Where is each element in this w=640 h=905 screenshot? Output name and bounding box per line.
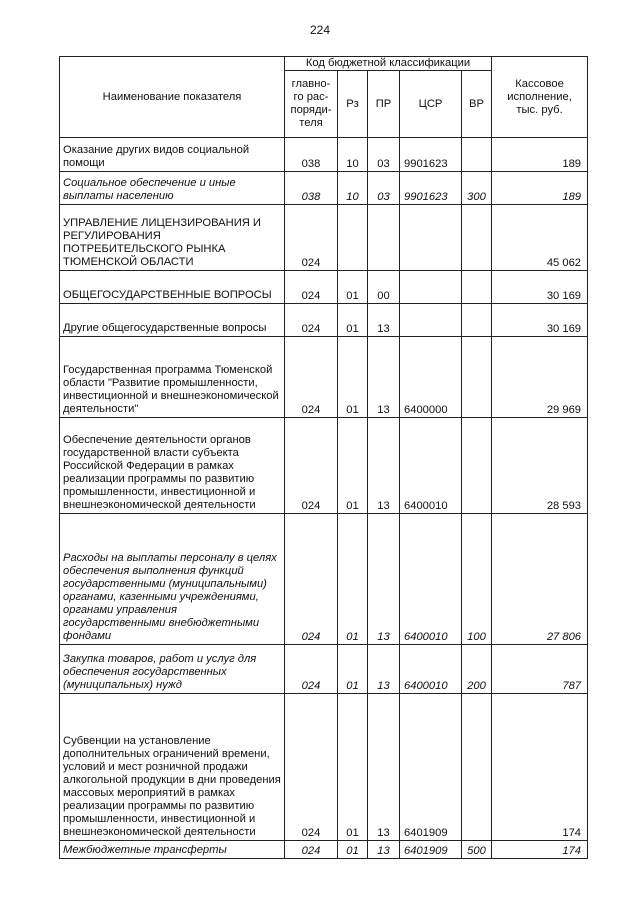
row-amount-cell: 30 169 — [492, 271, 588, 304]
header-rz: Рз — [338, 71, 368, 138]
budget-table — [59, 56, 588, 859]
row-rz-cell: 10 — [338, 138, 368, 172]
row-gr-cell: 024 — [285, 418, 338, 514]
row-pr-cell: 13 — [368, 694, 400, 841]
row-gr-cell: 024 — [285, 205, 338, 271]
row-pr-cell: 03 — [368, 172, 400, 205]
row-rz-cell: 10 — [338, 172, 368, 205]
table-row — [60, 138, 588, 172]
row-gr-cell: 024 — [285, 304, 338, 337]
table-row — [60, 514, 588, 645]
row-csr-cell: 9901623 — [400, 138, 462, 172]
row-amount-cell: 189 — [492, 172, 588, 205]
row-amount-cell: 787 — [492, 645, 588, 694]
row-rz-cell: 01 — [338, 304, 368, 337]
row-pr-cell: 00 — [368, 271, 400, 304]
row-vr-cell — [462, 205, 492, 271]
row-gr-cell: 024 — [285, 694, 338, 841]
row-name-cell: Обеспечение деятельности органов государственной власти субъекта Российской Федерации в рамках реализации программы по развитию промышленности, инвестиционной и внешнеэкономической деятельности — [60, 418, 285, 514]
row-name-cell: Межбюджетные трансферты — [60, 841, 285, 859]
row-amount-cell: 29 969 — [492, 337, 588, 418]
row-gr-cell: 024 — [285, 514, 338, 645]
header-code-group: Код бюджетной классификации — [285, 57, 492, 71]
row-vr-cell — [462, 271, 492, 304]
row-csr-cell — [400, 271, 462, 304]
row-name-cell: Государственная программа Тюменской области "Развитие промышленности, инвестиционной и внешнеэкономической деятельности" — [60, 337, 285, 418]
row-rz-cell — [338, 205, 368, 271]
row-gr-cell: 024 — [285, 841, 338, 859]
row-rz-cell: 01 — [338, 694, 368, 841]
row-gr-cell: 024 — [285, 645, 338, 694]
header-name: Наименование показателя — [60, 57, 285, 138]
row-vr-cell: 300 — [462, 172, 492, 205]
table-row — [60, 418, 588, 514]
row-amount-cell: 27 806 — [492, 514, 588, 645]
row-csr-cell: 6400010 — [400, 418, 462, 514]
row-vr-cell — [462, 337, 492, 418]
row-name-cell: Расходы на выплаты персоналу в целях обеспечения выполнения функций государственными (муниципальными) органами, казенными учреждениями, органами управления государственными внебюджетными фондами — [60, 514, 285, 645]
row-vr-cell — [462, 418, 492, 514]
table-row — [60, 271, 588, 304]
table-row — [60, 841, 588, 859]
table-body — [60, 138, 588, 859]
row-name-cell: Закупка товаров, работ и услуг для обеспечения государственных (муниципальных) нужд — [60, 645, 285, 694]
row-rz-cell: 01 — [338, 271, 368, 304]
row-csr-cell: 6400000 — [400, 337, 462, 418]
row-csr-cell: 6401909 — [400, 841, 462, 859]
table-row — [60, 694, 588, 841]
row-name-cell: Субвенции на установление дополнительных ограничений времени, условий и мест розничной продажи алкогольной продукции в дни проведения массовых мероприятий в рамках реализации программы по развитию промышленности, инвестиционной и внешнеэкономической деятельности — [60, 694, 285, 841]
row-pr-cell — [368, 205, 400, 271]
row-pr-cell: 13 — [368, 841, 400, 859]
table-row — [60, 205, 588, 271]
row-pr-cell: 03 — [368, 138, 400, 172]
header-vr: ВР — [462, 71, 492, 138]
row-amount-cell: 30 169 — [492, 304, 588, 337]
row-rz-cell: 01 — [338, 418, 368, 514]
header-pr: ПР — [368, 71, 400, 138]
header-amount: Кассовое исполнение, тыс. руб. — [492, 57, 588, 138]
row-csr-cell: 6400010 — [400, 514, 462, 645]
row-vr-cell — [462, 304, 492, 337]
row-gr-cell: 038 — [285, 172, 338, 205]
row-rz-cell: 01 — [338, 337, 368, 418]
row-vr-cell — [462, 138, 492, 172]
table-row — [60, 645, 588, 694]
table-row — [60, 304, 588, 337]
table-row — [60, 172, 588, 205]
row-amount-cell: 45 062 — [492, 205, 588, 271]
row-gr-cell: 024 — [285, 271, 338, 304]
row-vr-cell: 200 — [462, 645, 492, 694]
table-row — [60, 337, 588, 418]
row-name-cell: ОБЩЕГОСУДАРСТВЕННЫЕ ВОПРОСЫ — [60, 271, 285, 304]
row-amount-cell: 174 — [492, 694, 588, 841]
row-amount-cell: 189 — [492, 138, 588, 172]
row-pr-cell: 13 — [368, 337, 400, 418]
row-vr-cell: 500 — [462, 841, 492, 859]
row-rz-cell: 01 — [338, 514, 368, 645]
row-csr-cell: 9901623 — [400, 172, 462, 205]
row-name-cell: УПРАВЛЕНИЕ ЛИЦЕНЗИРОВАНИЯ И РЕГУЛИРОВАНИЯ ПОТРЕБИТЕЛЬСКОГО РЫНКА ТЮМЕНСКОЙ ОБЛАСТИ — [60, 205, 285, 271]
row-amount-cell: 28 593 — [492, 418, 588, 514]
row-csr-cell: 6400010 — [400, 645, 462, 694]
row-rz-cell: 01 — [338, 645, 368, 694]
row-gr-cell: 024 — [285, 337, 338, 418]
row-vr-cell: 100 — [462, 514, 492, 645]
row-csr-cell: 6401909 — [400, 694, 462, 841]
row-rz-cell: 01 — [338, 841, 368, 859]
row-name-cell: Оказание других видов социальной помощи — [60, 138, 285, 172]
row-name-cell: Другие общегосударственные вопросы — [60, 304, 285, 337]
header-gr: главно- го рас- поряди- теля — [285, 71, 338, 138]
row-csr-cell — [400, 304, 462, 337]
row-vr-cell — [462, 694, 492, 841]
header-csr: ЦСР — [400, 71, 462, 138]
page-number: 224 — [309, 23, 331, 37]
row-csr-cell — [400, 205, 462, 271]
row-gr-cell: 038 — [285, 138, 338, 172]
row-pr-cell: 13 — [368, 514, 400, 645]
row-amount-cell: 174 — [492, 841, 588, 859]
row-pr-cell: 13 — [368, 645, 400, 694]
row-name-cell: Социальное обеспечение и иные выплаты населению — [60, 172, 285, 205]
row-pr-cell: 13 — [368, 304, 400, 337]
row-pr-cell: 13 — [368, 418, 400, 514]
